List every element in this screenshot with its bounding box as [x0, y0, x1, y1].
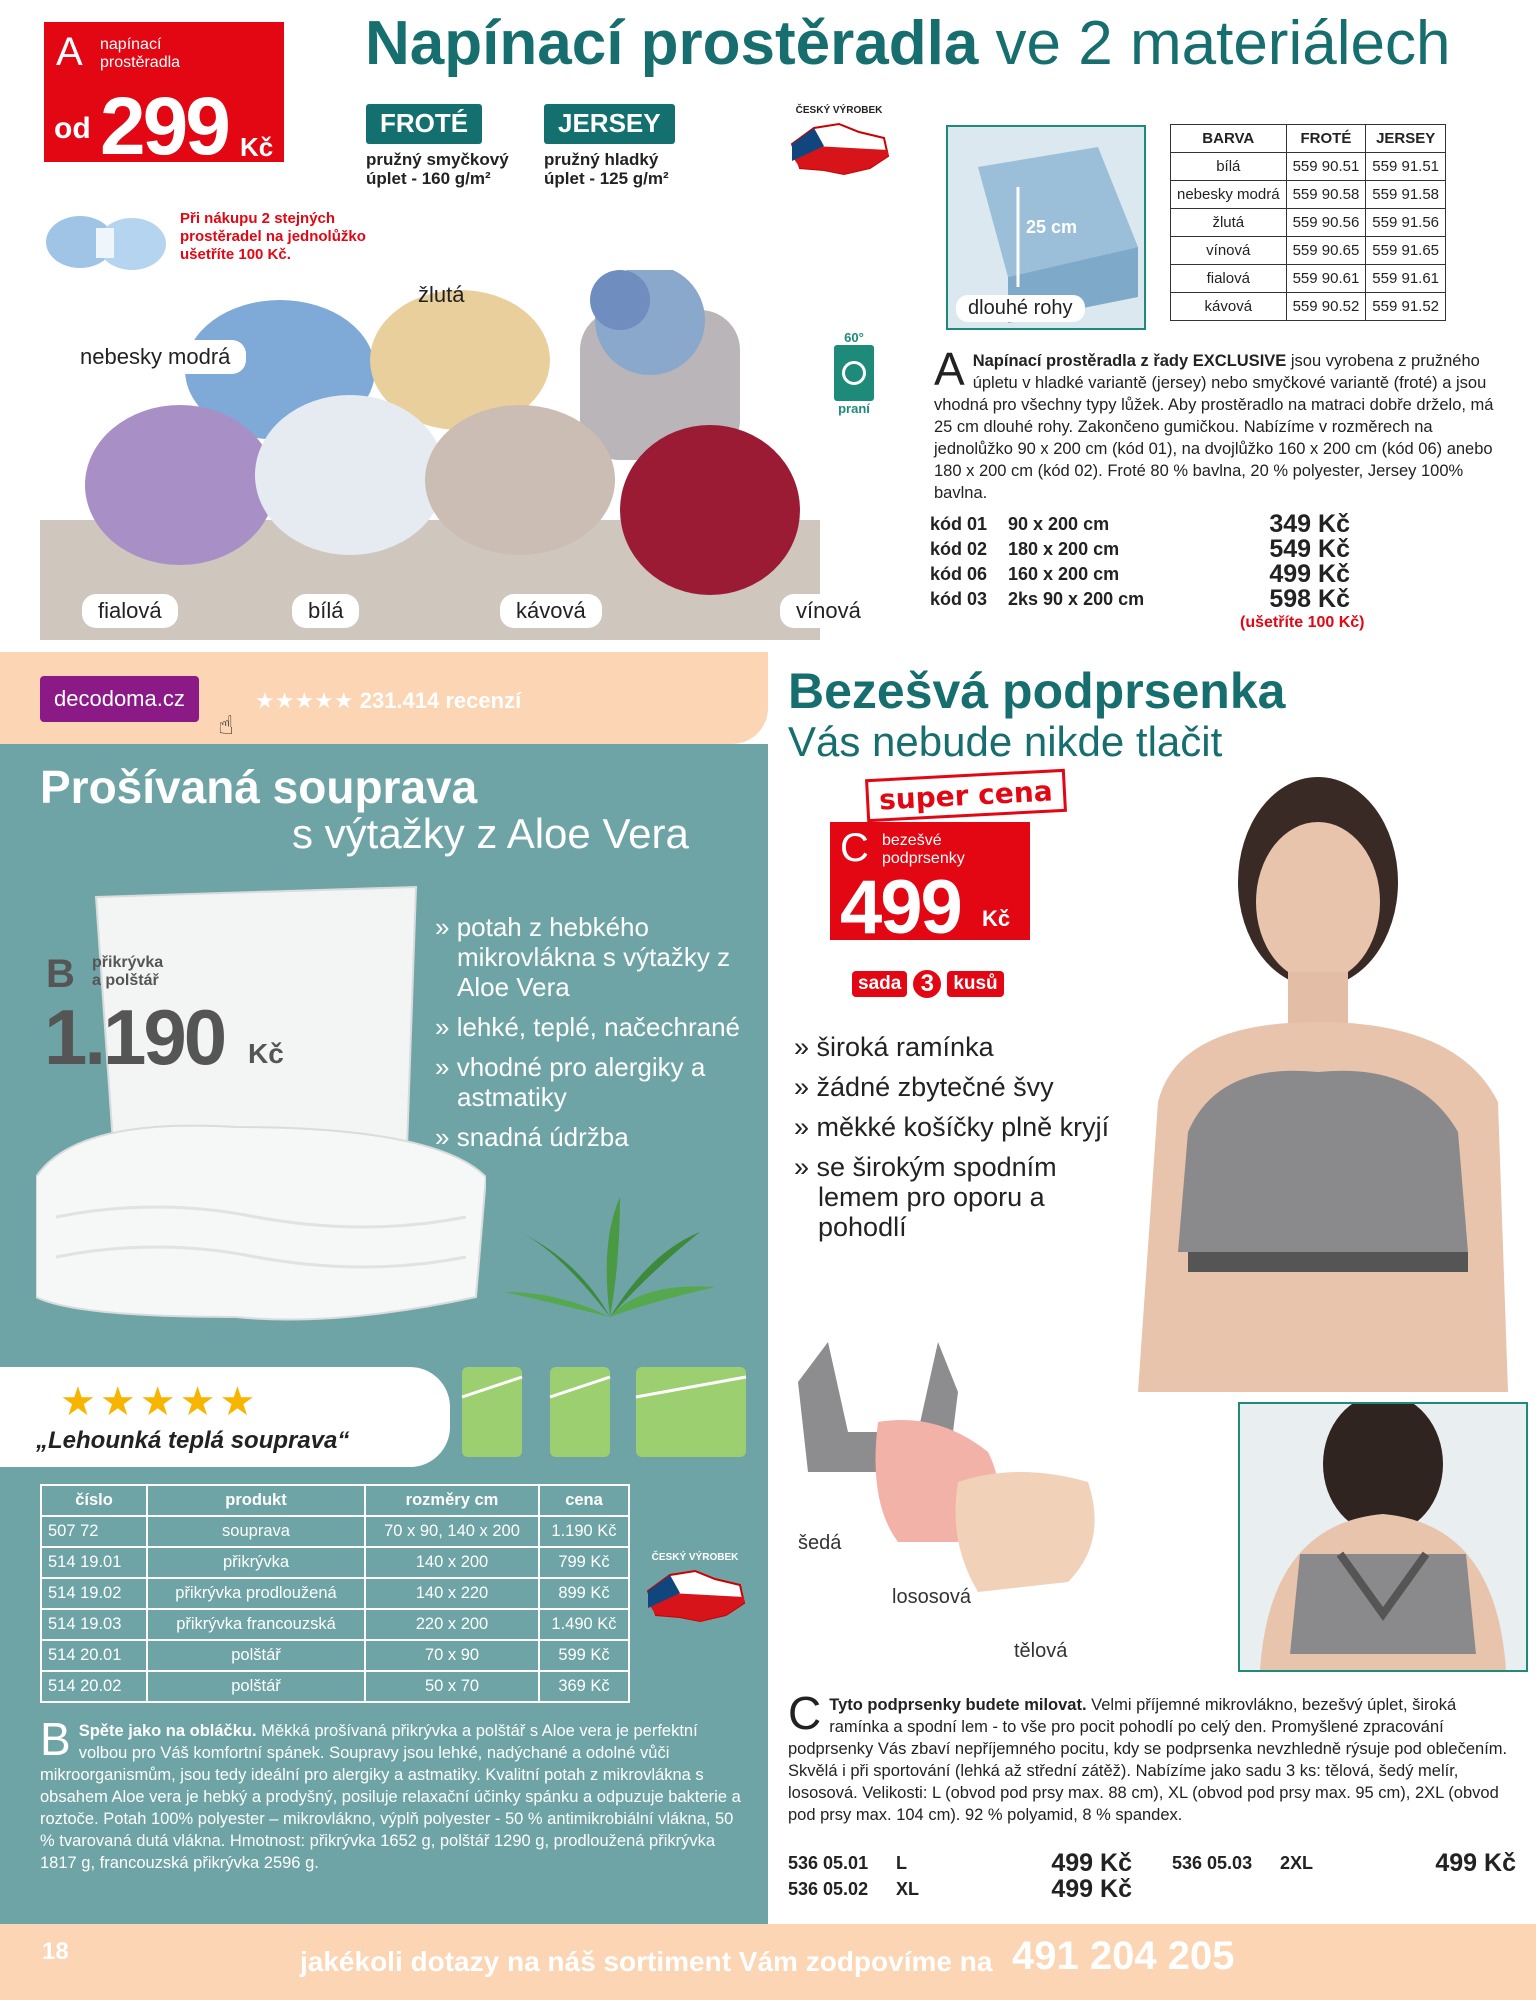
color-label-vinova: vínová [780, 594, 877, 628]
table-row: žlutá 559 90.56 559 91.56 [1171, 209, 1446, 237]
sheet-height-label: 25 cm [1026, 217, 1078, 237]
list-item: » snadná údržba [435, 1122, 765, 1152]
list-item: » lehké, teplé, načechrané [435, 1012, 765, 1042]
bras-set-image [788, 1302, 1108, 1622]
description-b: B Spěte jako na obláčku. Měkká prošívaná přikrývka a polštář s Aloe vera je perfektní volbou pro Váš komfortní spánek. Soupravy jsou lehké, nadýchané a odolné vůči mikroorganismům, jsou tedy ideální pro alergiky a astmatiky. Kvalitní potah z mikrovlákna s obsahem Aloe vera je hebký a prodyšný, posiluje relaxační účinky spánku a odpuzuje bakterie a roztoče. Potah 100% polyester – mikrovlákno, výplň polyester - 50 % antimikrobiální vlákna, 50 % tvarovaná dutá vlákna. Hmotnost: přikrývka 1652 g, polštář 1290 g, prodloužená přikrývka 1817 g, francouzská přikrývka 2596 g. [40, 1713, 741, 1872]
aloe-title: Prošívaná souprava [40, 761, 478, 813]
list-item: » žádné zbytečné švy [794, 1072, 1124, 1102]
aloe-plant-image [500, 1192, 720, 1322]
bra-title: Bezešvá podprsenka [788, 663, 1286, 719]
table-row: 514 20.02 polštář 50 x 70 369 Kč [41, 1671, 629, 1702]
color-code-table: BARVA FROTÉ JERSEY bílá 559 90.51 559 91.51 nebesky modrá 559 90.58 559 91.58 žlutá 559 90.56 559 91.56 vínová 559 90.65 559 91.65 fialová 559 90.61 559 91.61 kávová 559 90.52 559 91.52 [1170, 124, 1446, 321]
table-row: 514 19.03 přikrývka francouzská 220 x 200 1.490 Kč [41, 1609, 629, 1640]
bra-label-seda: šedá [798, 1532, 842, 1554]
description-a: A Napínací prostěradla z řady EXCLUSIVE jsou vyrobena z pružného úpletu v hladké variantě (jersey) nebo smyčkové variantě (froté) a jsou vhodná pro všechny typy lůžek. Aby prostěradlo na matraci dobře drželo, má 25 cm dlouhé rohy. Zakončeno gumičkou. Nabízíme v rozměrech na jednolůžko 90 x 200 cm (kód 01), na dvojlůžko 160 x 200 cm (kód 06) anebo 180 x 200 cm (kód 02). Froté 80 % bavlna, 20 % polyester, Jersey 100% bavlna. [934, 343, 1494, 502]
table-row: vínová 559 90.65 559 91.65 [1171, 237, 1446, 265]
wash-60-icon: 60° praní [828, 330, 880, 416]
price-row: kód 01 90 x 200 cm 349 Kč [930, 510, 1350, 538]
bra-features [794, 1032, 1124, 1252]
color-label-zluta: žlutá [418, 282, 465, 307]
super-price-label: super cena [865, 769, 1067, 822]
table-row: nebesky modrá 559 90.58 559 91.58 [1171, 181, 1446, 209]
price-b-value: 1.190 [44, 993, 225, 1081]
rating-box [0, 1367, 450, 1467]
reviews-count: ★★★★★ 231.414 recenzí [255, 688, 522, 713]
decodoma-logo[interactable]: decodoma.cz [40, 676, 199, 722]
section-fitted-sheets [0, 0, 1536, 650]
price-row: kód 02 180 x 200 cm 549 Kč [930, 535, 1350, 563]
price-row: kód 06 160 x 200 cm 499 Kč [930, 560, 1350, 588]
list-item: » měkké košíčky plně kryjí [794, 1112, 1124, 1142]
list-item: » se širokým spodním lemem pro oporu a pohodlí [794, 1152, 1124, 1242]
czech-product-badge-b: ČESKÝ VÝROBEK [640, 1552, 750, 1638]
price-badge-a: A napínací prostěradla od 299 Kč [44, 22, 284, 162]
description-c: C Tyto podprsenky budete milovat. Velmi příjemné mikrovlákno, bezešvý úplet, široká ramínka a spodní lem - to vše pro pocit pohodlí po celý den. Promyšlené zpracování podprsenky Vás zbaví nepříjemného pocitu, kdy se podprsenka nevzhledně rýsuje pod oblečením. Skvělá i při sportování (lehká až střední zátěž). Nabízíme jako sadu 3 ks: tělová, šedý melír, lososová. Velikosti: L (obvod pod prsy max. 88 cm), XL (obvod pod prsy max. 95 cm), 2XL (obvod pod prsy max. 104 cm). 92 % polyamid, 8 % spandex. [788, 1687, 1508, 1824]
czech-product-badge-a: ČESKÝ VÝROBEK [784, 105, 894, 191]
price-row: kód 03 2ks 90 x 200 cm 598 Kč [930, 585, 1350, 613]
price-row: 536 05.02 XL 499 Kč [788, 1874, 1132, 1903]
material-jersey: JERSEY pružný hladký úplet - 125 g/m² [544, 104, 675, 188]
material-frote: FROTÉ pružný smyčkový úplet - 160 g/m² [366, 104, 509, 188]
page-title: Napínací prostěradla ve 2 materiálech [365, 9, 1451, 78]
bedding-size-icons [460, 1357, 750, 1467]
table-row: bílá 559 90.51 559 91.51 [1171, 153, 1446, 181]
czech-map-icon [784, 116, 894, 186]
color-label-bila: bílá [292, 594, 359, 628]
promo-note: Při nákupu 2 stejných prostěradel na jednolůžko ušetříte 100 Kč. [180, 210, 366, 263]
list-item: » vhodné pro alergiky a astmatiky [435, 1052, 765, 1112]
price-a-value: 299 [100, 81, 228, 172]
set-badge: sada 3 kusů [852, 968, 1004, 1000]
cursor-icon: ☝ [218, 710, 234, 740]
section-aloe-vera-set: decodoma.cz ☝ ★★★★★ 231.414 recenzí Prošívaná souprava s výtažky z Aloe Vera B přikrývka a polštář 1.190 Kč » potah z hebkého mikrovlákna s výtažky z Aloe Vera » lehké, teplé, načechrané » vhodné pro alergiky a astmatiky » snadná údržba ★★★★★ „Lehounká teplá souprava“ číslo produkt rozměry cm cena 507 72 souprava 70 x 90, 140 x 200 1.190 Kč 514 19.01 přikrývka 140 x 200 799 Kč 514 19.02 přikrývka prodloužená 140 x 220 899 Kč 514 19.03 přikrývka francouzská 220 x 200 1.490 Kč 514 20.01 polštář 70 x 90 599 Kč 514 20.02 polštář 50 x 70 369 Kč ČESKÝ VÝROBEK B Spěte jako na obláčku. Měkká prošívaná přikrývka a polštář s Aloe vera je perfektní volbou pro Váš komfortní spánek. Soupravy jsou lehké, nadýchané a odolné vůči mikroorganismům, jsou tedy ideální pro alergiky a astmatiky. Kvalitní potah z mikrovlákna s obsahem Aloe vera je hebký a prodyšný, posiluje relaxační účinky spánku a odpuzuje bakterie a roztoče. Potah 100% polyester – mikrovlákno, výplň polyester - 50 % antimikrobiální vlákna, 50 % tvarovaná dutá vlákna. Hmotnost: přikrývka 1652 g, polštář 1290 g, prodloužená přikrývka 1817 g, francouzská přikrývka 2596 g. [0, 652, 768, 1924]
rating-stars: ★★★★★ [60, 1380, 260, 1424]
aloe-product-table: číslo produkt rozměry cm cena 507 72 souprava 70 x 90, 140 x 200 1.190 Kč 514 19.01 přikrývka 140 x 200 799 Kč 514 19.02 přikrývka prodloužená 140 x 220 899 Kč 514 19.03 přikrývka francouzská 220 x 200 1.490 Kč 514 20.01 polštář 70 x 90 599 Kč 514 20.02 polštář 50 x 70 369 Kč [40, 1484, 630, 1703]
sheet-corner-image [946, 125, 1146, 330]
color-label-kavova: kávová [500, 594, 602, 628]
list-item: » široká ramínka [794, 1032, 1124, 1062]
price-c-value: 499 [840, 865, 961, 950]
footer-phone[interactable]: 491 204 205 [1012, 1934, 1235, 1978]
color-label-nebesky-modra: nebesky modrá [64, 340, 246, 374]
pillow-duvet-image [36, 877, 486, 1337]
table-row: 514 19.02 přikrývka prodloužená 140 x 220 899 Kč [41, 1578, 629, 1609]
section-seamless-bra [768, 652, 1536, 1924]
color-label-fialova: fialová [82, 594, 178, 628]
footer-text: jakékoli dotazy na náš sortiment Vám zodpovíme na [300, 1946, 993, 1977]
savings-note: (ušetříte 100 Kč) [1240, 614, 1365, 631]
table-row: fialová 559 90.61 559 91.61 [1171, 265, 1446, 293]
rolled-sheets-image [40, 270, 860, 650]
model-bra-image [1118, 772, 1536, 1392]
page-number: 18 [42, 1938, 69, 1965]
aloe-features [435, 912, 765, 1162]
bra-back-image [1238, 1402, 1528, 1672]
price-row: 536 05.01 L 499 Kč 536 05.03 2XL 499 Kč [788, 1848, 1516, 1877]
rating-quote: „Lehounká teplá souprava“ [36, 1427, 350, 1454]
bra-label-telova: tělová [1014, 1640, 1068, 1662]
table-row: kávová 559 90.52 559 91.52 [1171, 293, 1446, 321]
table-row: 507 72 souprava 70 x 90, 140 x 200 1.190 Kč [41, 1516, 629, 1547]
price-list-c [788, 1850, 1518, 1902]
list-item: » potah z hebkého mikrovlákna s výtažky z Aloe Vera [435, 912, 765, 1002]
aloe-subtitle: s výtažky z Aloe Vera [292, 810, 689, 857]
czech-map-icon [640, 1563, 750, 1633]
blanket-pair-image [40, 198, 170, 278]
table-row: 514 20.01 polštář 70 x 90 599 Kč [41, 1640, 629, 1671]
price-list-a [930, 512, 1400, 612]
price-badge-c: C bezešvé podprsenky 499 Kč [830, 822, 1030, 940]
table-row: 514 19.01 přikrývka 140 x 200 799 Kč [41, 1547, 629, 1578]
footer [0, 1924, 1536, 2000]
bra-subtitle: Vás nebude nikde tlačit [788, 718, 1223, 765]
sheet-corner-label: dlouhé rohy [956, 295, 1085, 322]
bra-label-lososova: lososová [892, 1586, 971, 1608]
